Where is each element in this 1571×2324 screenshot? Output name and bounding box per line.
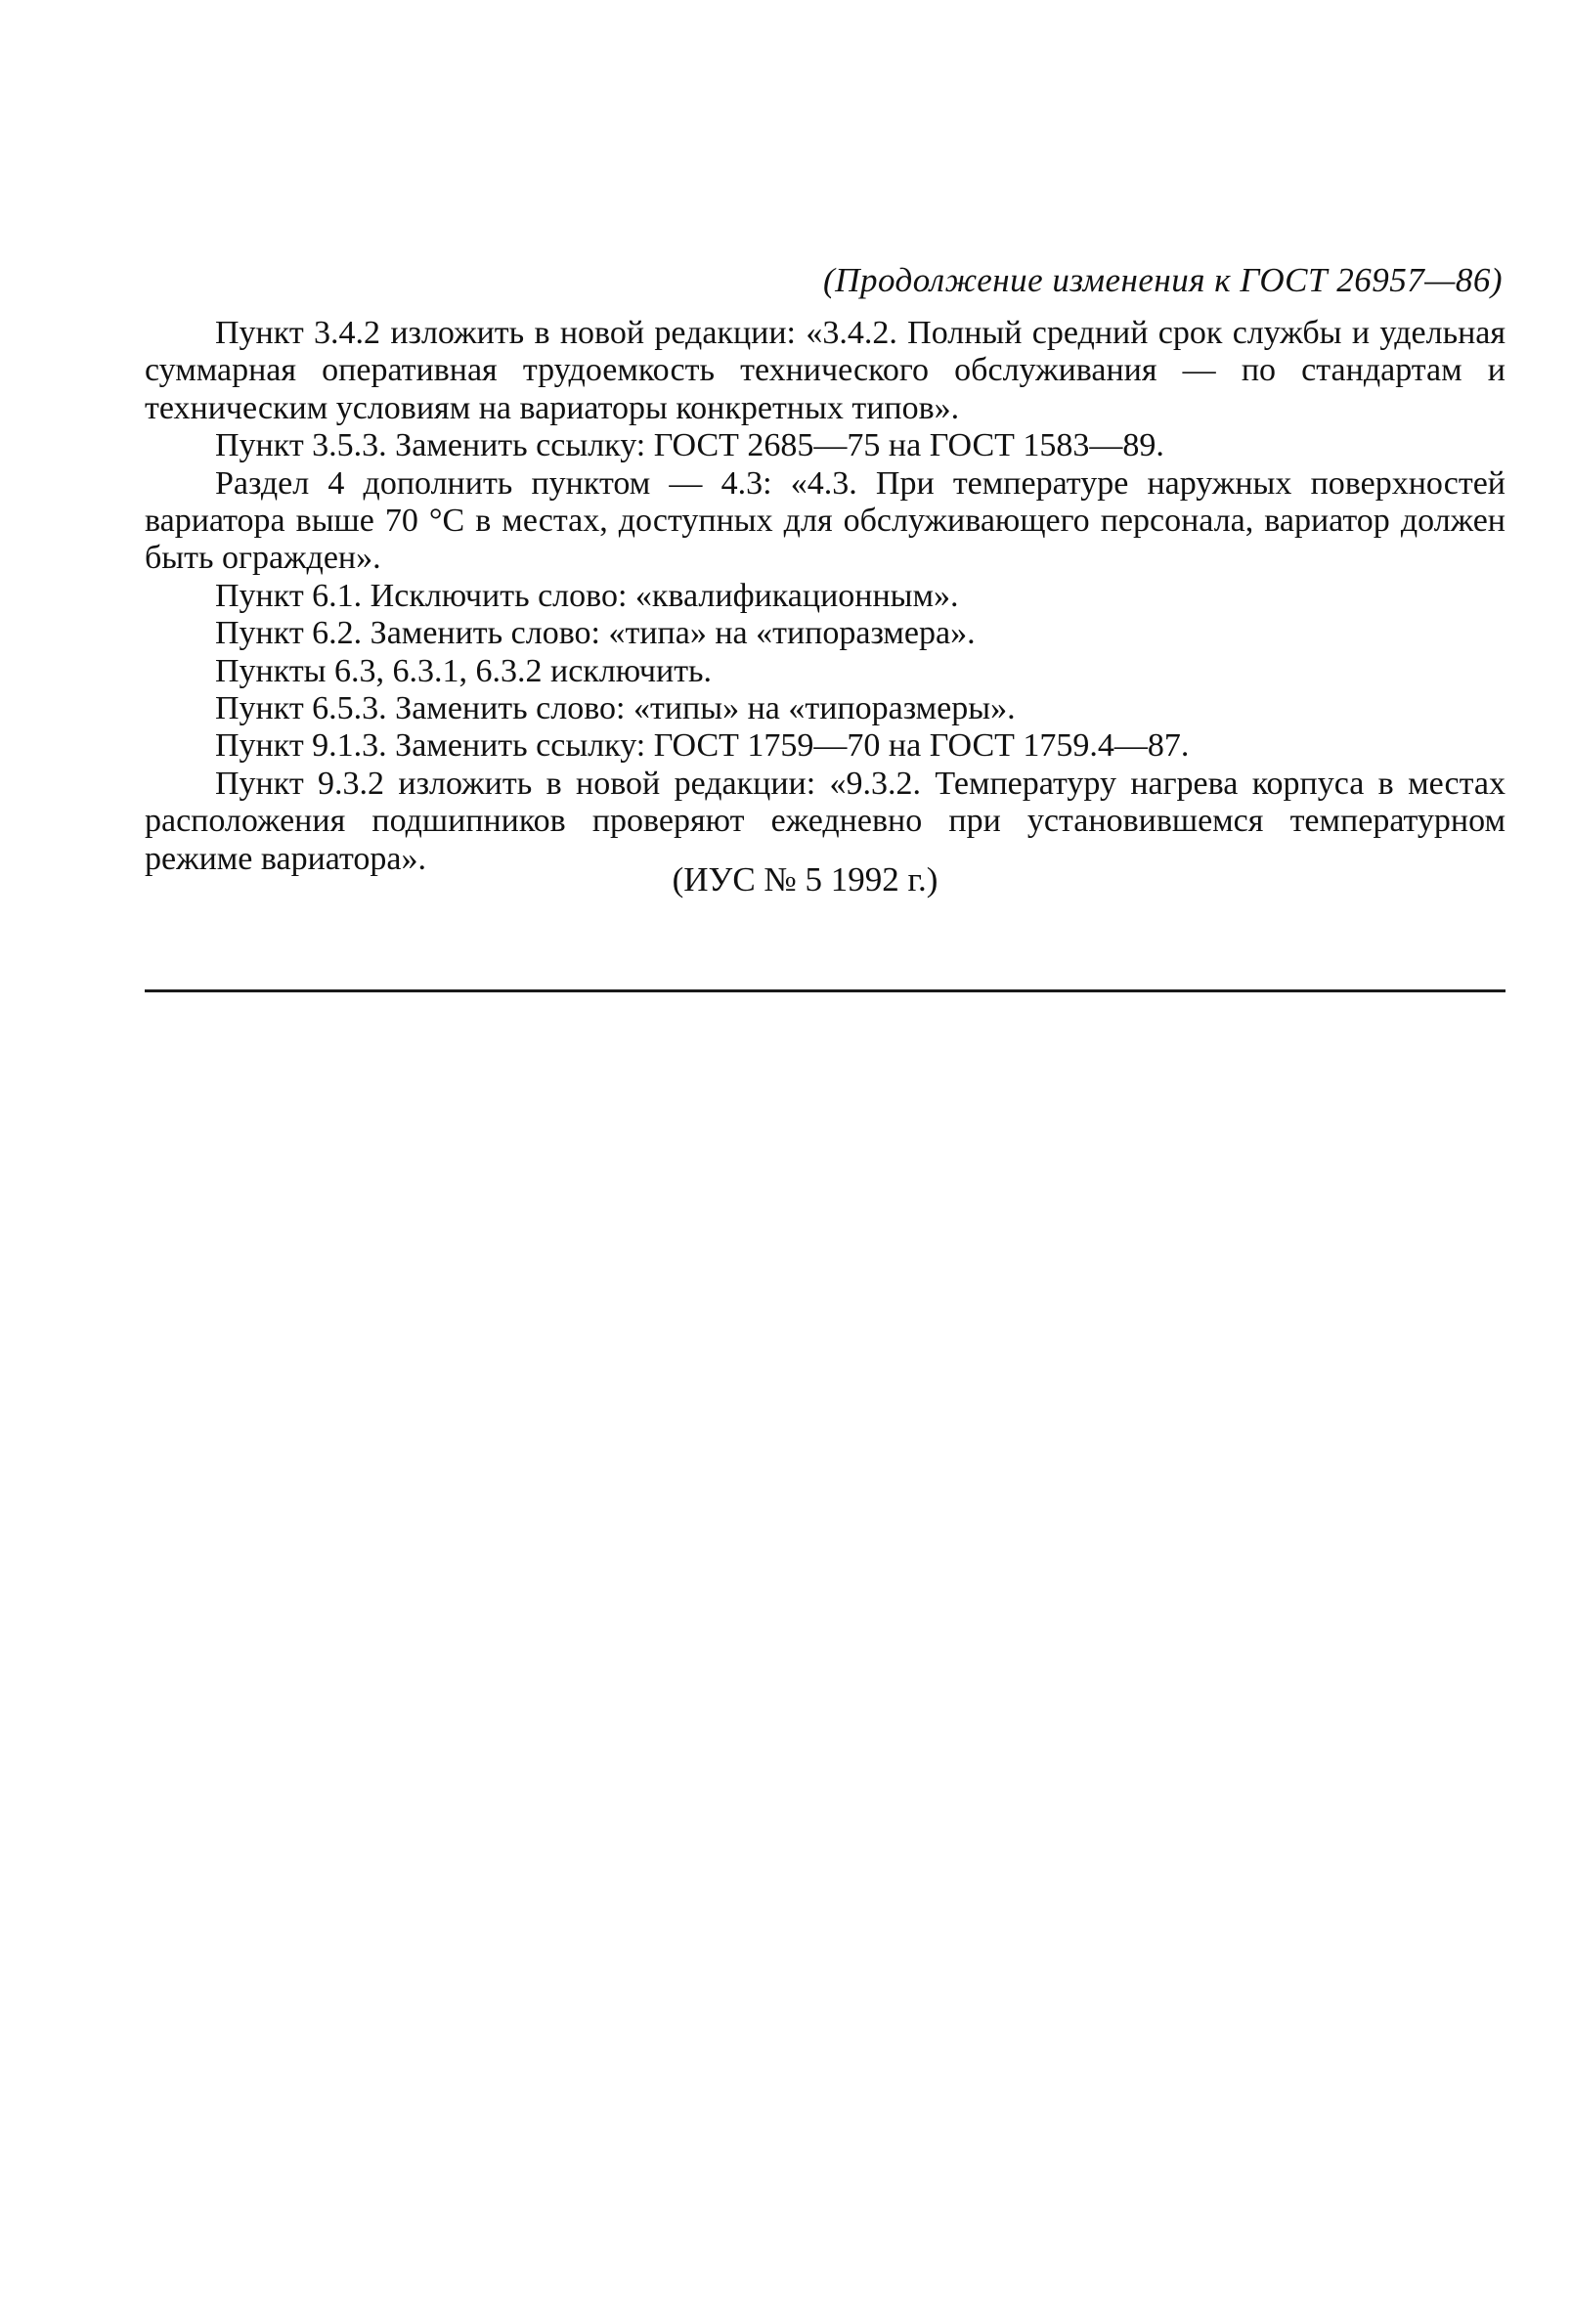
ius-reference: (ИУС № 5 1992 г.)	[672, 860, 938, 899]
paragraph-section-4: Раздел 4 дополнить пунктом — 4.3: «4.3. При температуре наружных поверхностей вариатора выше 70 °С в местах, доступных для обслуживающего персонала, вариатор должен быть огражден».	[145, 464, 1506, 577]
paragraph-3-4-2: Пункт 3.4.2 изложить в новой редакции: «3.4.2. Полный средний срок службы и удельная суммарная оперативная трудоемкость технического обслуживания — по стандартам и техническим условиям на вариаторы конкретных типов».	[145, 315, 1506, 426]
horizontal-rule	[145, 989, 1506, 992]
paragraph-6-3: Пункты 6.3, 6.3.1, 6.3.2 исключить.	[215, 652, 713, 689]
paragraph-9-3-2: Пункт 9.3.2 изложить в новой редакции: «9.3.2. Температуру нагрева корпуса в местах расположения подшипников проверяют ежедневно при установившемся температурном режиме вариатора».	[145, 765, 1506, 877]
paragraph-6-2: Пункт 6.2. Заменить слово: «типа» на «типоразмера».	[215, 615, 976, 652]
paragraph-6-5-3: Пункт 6.5.3. Заменить слово: «типы» на «типоразмеры».	[215, 690, 1016, 727]
paragraph-9-1-3: Пункт 9.1.3. Заменить ссылку: ГОСТ 1759—70 на ГОСТ 1759.4—87.	[215, 727, 1190, 765]
continuation-header: (Продолжение изменения к ГОСТ 26957—86)	[823, 261, 1503, 299]
amendment-body	[145, 315, 1506, 878]
paragraph-3-5-3: Пункт 3.5.3. Заменить ссылку: ГОСТ 2685—75 на ГОСТ 1583—89.	[215, 427, 1164, 464]
paragraph-6-1: Пункт 6.1. Исключить слово: «квалификационным».	[215, 577, 959, 614]
